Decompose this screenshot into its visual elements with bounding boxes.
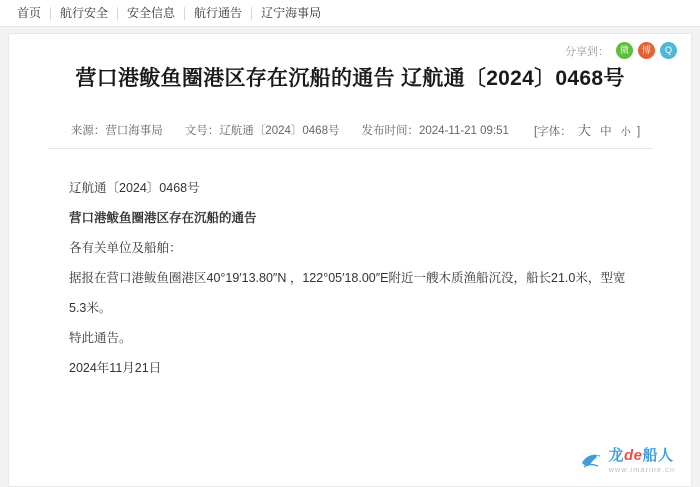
- meta-publish-time: [361, 122, 508, 138]
- qq-icon[interactable]: [660, 42, 677, 59]
- breadcrumb-item-liaoning-msa[interactable]: 辽宁海事局: [261, 6, 322, 20]
- watermark-text-group: [608, 447, 675, 474]
- wechat-icon[interactable]: [616, 42, 633, 59]
- wechat-icon-glyph: 微: [619, 45, 629, 55]
- share-bar: [565, 42, 677, 59]
- article-card: [8, 33, 692, 487]
- meta-source: [71, 122, 163, 138]
- dragon-logo-icon: [581, 451, 603, 471]
- font-size-close-bracket: ]: [636, 126, 641, 138]
- watermark-url: www.imarine.cn: [608, 465, 675, 474]
- meta-source-value: 营口海事局: [105, 124, 163, 137]
- watermark-mid: de: [624, 447, 643, 464]
- breadcrumb-item-navigation-notice[interactable]: 航行通告: [194, 6, 243, 20]
- breadcrumb-item-home[interactable]: 首页: [17, 6, 42, 20]
- site-watermark: [581, 447, 675, 474]
- font-size-label: [字体：: [533, 126, 572, 138]
- watermark-suffix: 船人: [642, 447, 674, 464]
- weibo-icon[interactable]: [638, 42, 655, 59]
- salutation-text: 各有关单位及船舶：: [69, 241, 182, 255]
- weibo-icon-glyph: 博: [641, 45, 651, 55]
- font-size-large-option[interactable]: 大: [577, 123, 591, 138]
- document-number: 辽航通〔2024〕0468号: [69, 181, 200, 195]
- meta-publish-value: 2024-11-21 09:51: [418, 124, 509, 137]
- page-container: [0, 27, 700, 487]
- watermark-prefix: 龙: [608, 447, 624, 464]
- qq-icon-glyph: Q: [664, 45, 672, 55]
- meta-docnum-value: 辽航通〔2024〕0468号: [219, 124, 340, 137]
- breadcrumb-item-safety-info[interactable]: 安全信息: [127, 6, 176, 20]
- document-date: 2024年11月21日: [69, 361, 162, 375]
- font-size-small-option[interactable]: 小: [620, 127, 631, 138]
- meta-source-label: 来源：: [70, 124, 106, 137]
- meta-publish-label: 发布时间：: [361, 124, 419, 137]
- article-meta: [47, 120, 653, 149]
- font-size-medium-option[interactable]: 中: [600, 126, 612, 138]
- breadcrumb: [0, 0, 700, 27]
- meta-docnum: [185, 122, 340, 138]
- font-size-switcher: [534, 120, 640, 139]
- closing-text: 特此通告。: [69, 331, 132, 345]
- share-label: 分享到：: [565, 45, 609, 58]
- meta-docnum-label: 文号：: [184, 124, 220, 137]
- main-paragraph: 据报在营口港鲅鱼圈港区40°19′13.80″N ，122°05′18.00″E附近一艘木质渔船沉没，船长21.0米，型宽5.3米。: [69, 271, 626, 315]
- article-body: [9, 149, 691, 383]
- breadcrumb-item-navigation-safety[interactable]: 航行安全: [60, 6, 109, 20]
- document-subtitle: 营口港鲅鱼圈港区存在沉船的通告: [69, 211, 257, 225]
- page-title: 营口港鲅鱼圈港区存在沉船的通告 辽航通〔2024〕0468号: [75, 67, 625, 90]
- watermark-title: [608, 447, 673, 464]
